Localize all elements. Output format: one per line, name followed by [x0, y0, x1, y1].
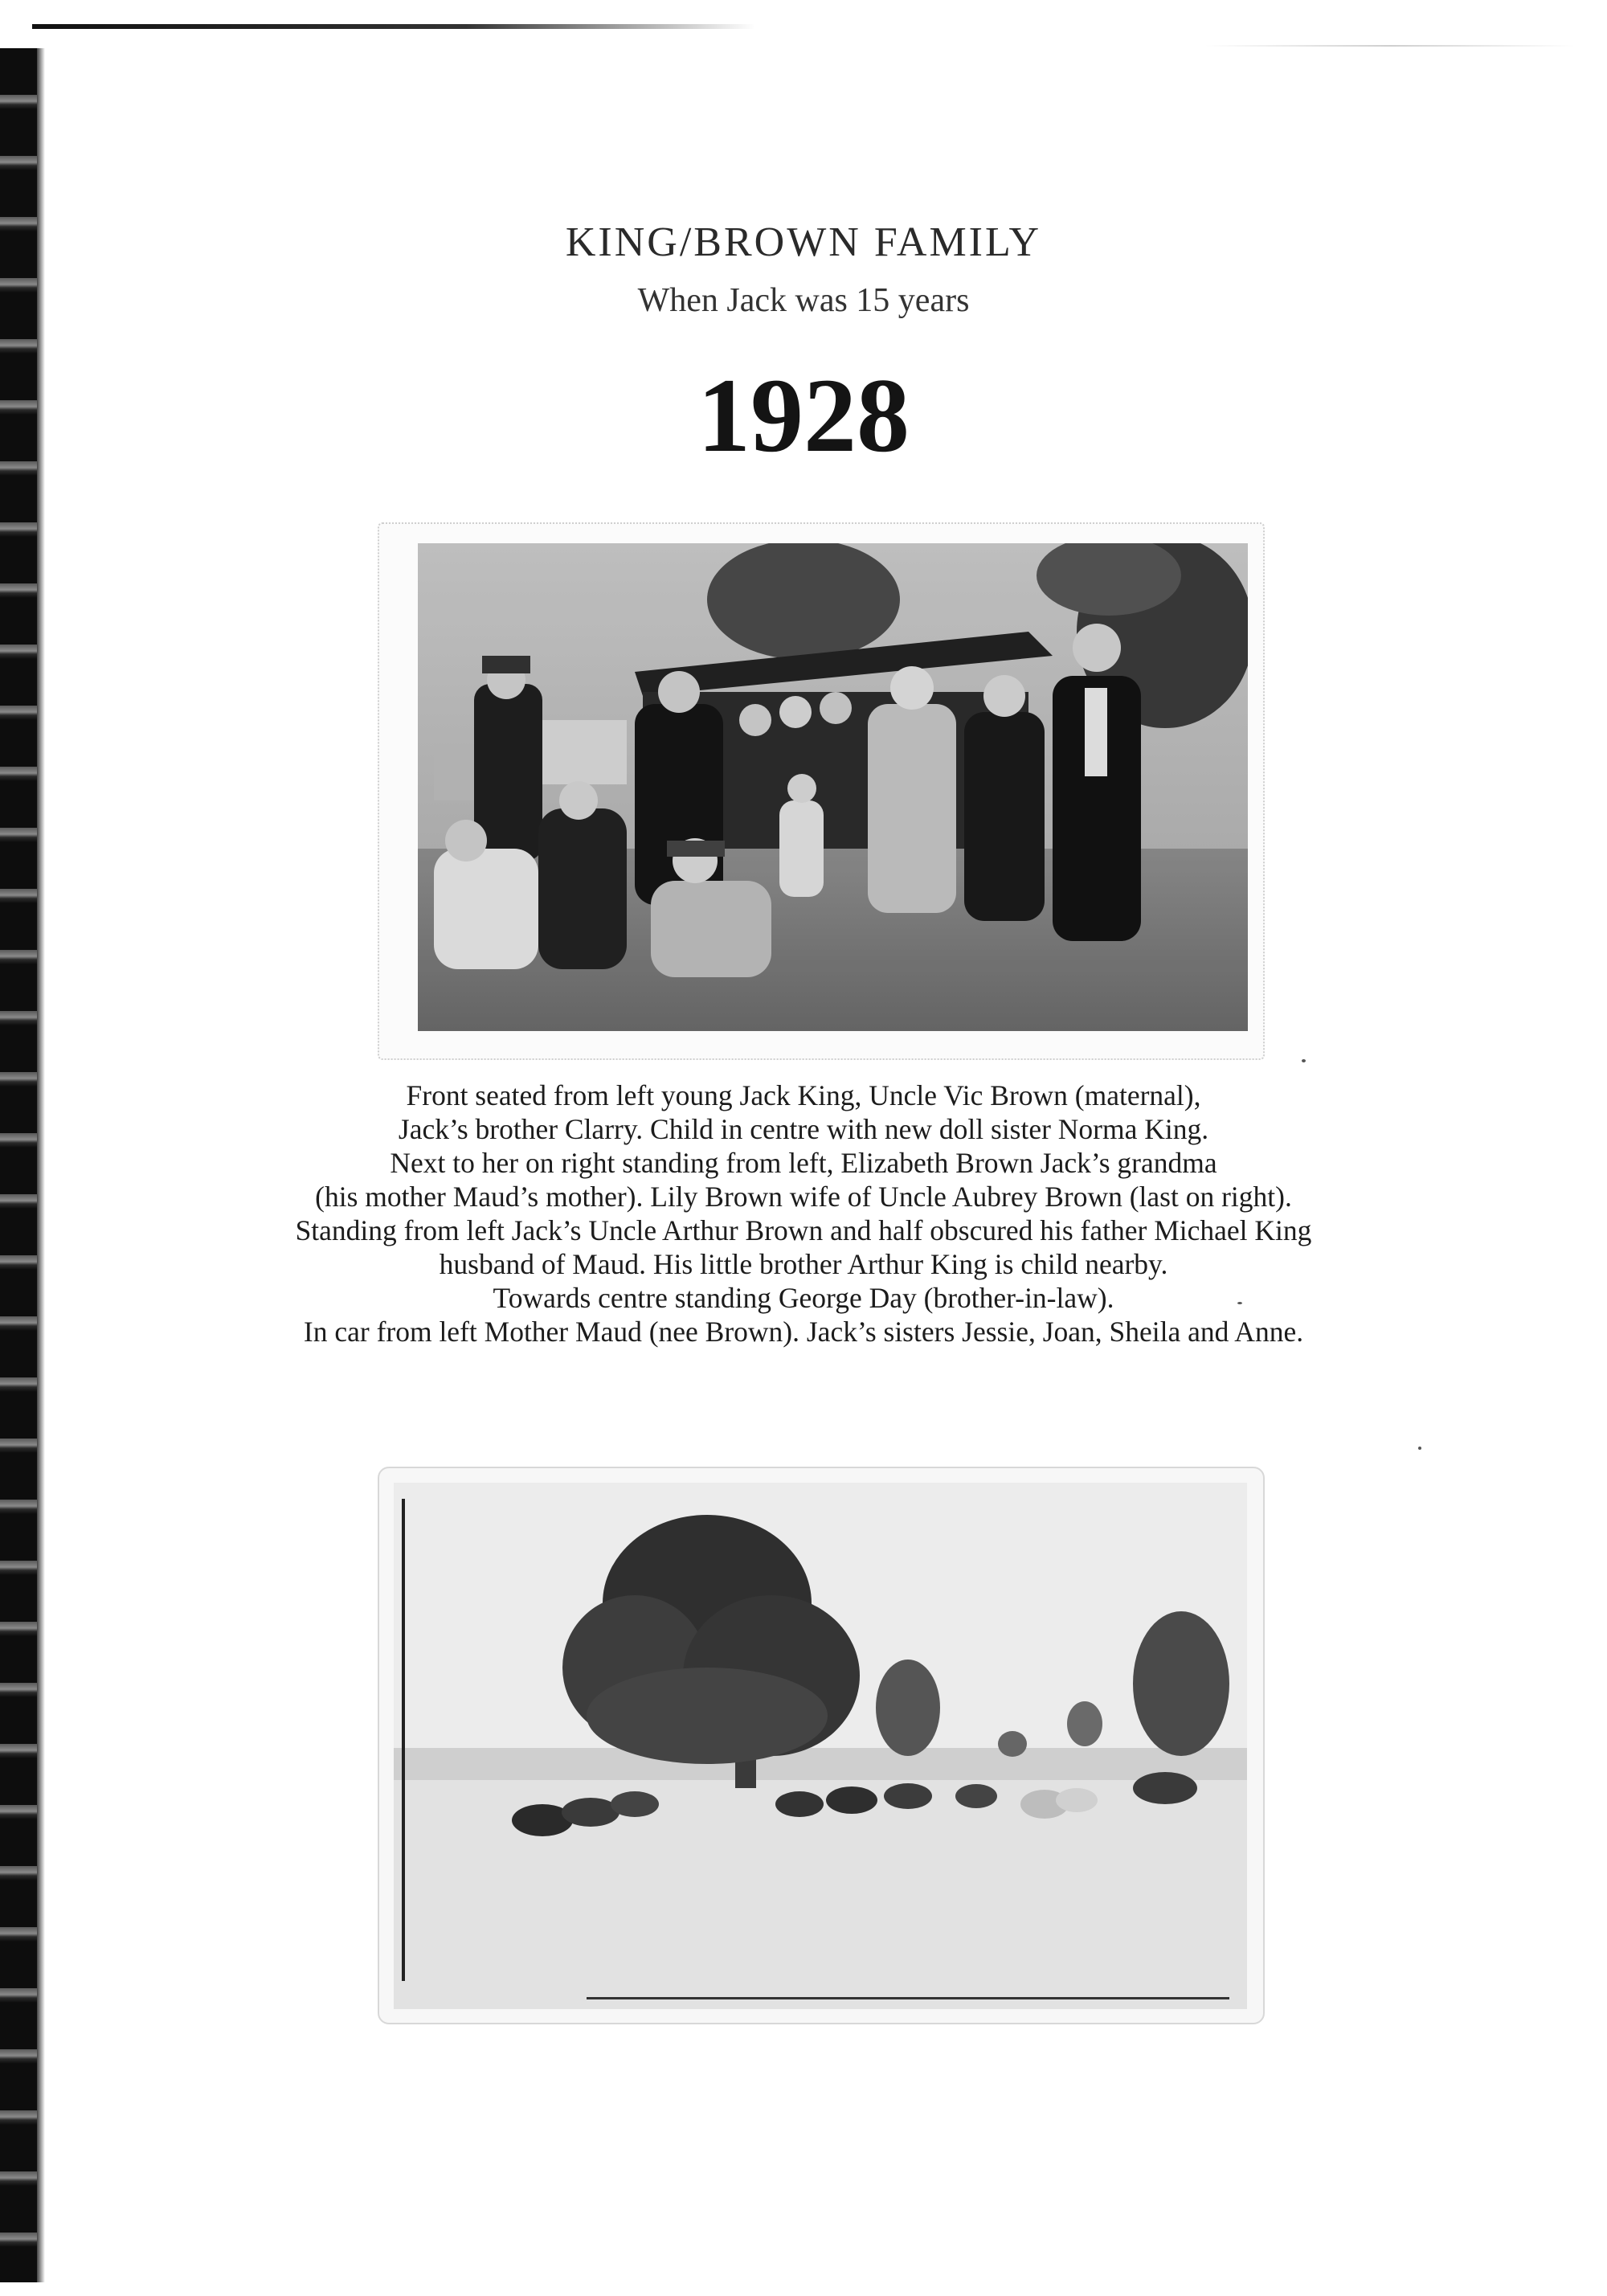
caption-line: In car from left Mother Maud (nee Brown). Jack’s sisters Jessie, Joan, Sheila and Anne.	[303, 1316, 1304, 1348]
scan-top-mark	[1205, 45, 1575, 47]
cattle-paddock-photo	[394, 1483, 1247, 2009]
caption-line: Jack’s brother Clarry. Child in centre with new doll sister Norma King.	[398, 1113, 1209, 1145]
family-group-photo	[418, 543, 1248, 1031]
cattle-paddock-photo-image	[394, 1483, 1247, 2009]
scan-speck	[1302, 1059, 1306, 1062]
caption-line: (his mother Maud’s mother). Lily Brown wife of Uncle Aubrey Brown (last on right).	[315, 1181, 1292, 1213]
scan-speck	[1418, 1447, 1421, 1450]
caption-line: Front seated from left young Jack King, Uncle Vic Brown (maternal),	[406, 1079, 1201, 1111]
caption-line: Towards centre standing George Day (brother-in-law).	[493, 1282, 1114, 1314]
scan-speck	[1237, 1302, 1242, 1304]
caption-line: Next to her on right standing from left, Elizabeth Brown Jack’s grandma	[390, 1147, 1217, 1179]
photo-caption	[145, 1078, 1462, 1349]
page-year: 1928	[697, 356, 910, 474]
scan-top-shadow	[32, 24, 755, 29]
page-title: KING/BROWN FAMILY	[565, 219, 1042, 265]
page-subtitle: When Jack was 15 years	[637, 282, 970, 319]
family-group-photo-image	[418, 543, 1248, 1031]
caption-line: husband of Maud. His little brother Arthur King is child nearby.	[439, 1248, 1168, 1280]
caption-line: Standing from left Jack’s Uncle Arthur Brown and half obscured his father Michael King	[295, 1214, 1312, 1246]
